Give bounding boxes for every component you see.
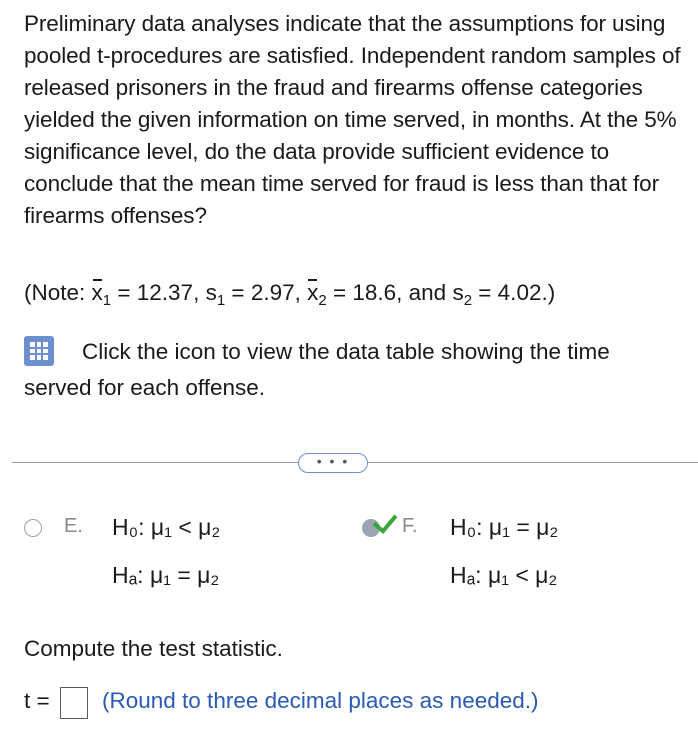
xbar2-value: = 18.6, and (326, 280, 453, 305)
option-e-letter: E. (64, 515, 83, 537)
more-button[interactable]: • • • (298, 453, 368, 473)
s2-value: = 4.02.) (472, 280, 556, 305)
data-table-text-line1: Click the icon to view the data table showing the time (82, 339, 610, 364)
t-statistic-input[interactable] (60, 687, 88, 719)
problem-statement: Preliminary data analyses indicate that the assumptions for using pooled t-procedures are satisfied. Independent random samples of released prisoners in the fraud and firearms offense categories yielded the given information on time served, in months. At the 5% significance level, do the data provide sufficient evidence to conclude that the mean time served for fraud is less than that for firearms offenses? (24, 11, 681, 228)
data-table-text-line2: served for each offense. (24, 375, 265, 400)
t-label: t = (24, 688, 50, 713)
radio-option-e[interactable] (24, 519, 42, 537)
note-line (24, 280, 556, 309)
s1-value: = 2.97, (225, 280, 308, 305)
s-symbol-1: s (205, 280, 217, 305)
xbar-symbol-1: x (91, 280, 103, 305)
data-table-icon[interactable] (24, 336, 54, 366)
xbar1-value: = 12.37, (111, 280, 206, 305)
s-symbol-2: s (452, 280, 464, 305)
note-prefix: (Note: (24, 280, 92, 305)
option-e-alt-hypothesis: Hₐ: μ₁ = μ₂ (112, 562, 220, 588)
xbar-symbol-2: x (307, 280, 319, 305)
option-f-null-hypothesis: H₀: μ₁ = μ₂ (450, 514, 559, 540)
subscript-1: 1 (102, 292, 112, 309)
option-f-alt-hypothesis: Hₐ: μ₁ < μ₂ (450, 562, 558, 588)
subscript-1b: 1 (216, 292, 226, 309)
option-f-letter: F. (402, 515, 418, 537)
subscript-2: 2 (318, 292, 327, 309)
compute-prompt: Compute the test statistic. (24, 636, 283, 661)
option-e-null-hypothesis: H₀: μ₁ < μ₂ (112, 514, 221, 540)
rounding-hint: (Round to three decimal places as needed.) (102, 688, 539, 713)
subscript-2b: 2 (463, 292, 473, 309)
